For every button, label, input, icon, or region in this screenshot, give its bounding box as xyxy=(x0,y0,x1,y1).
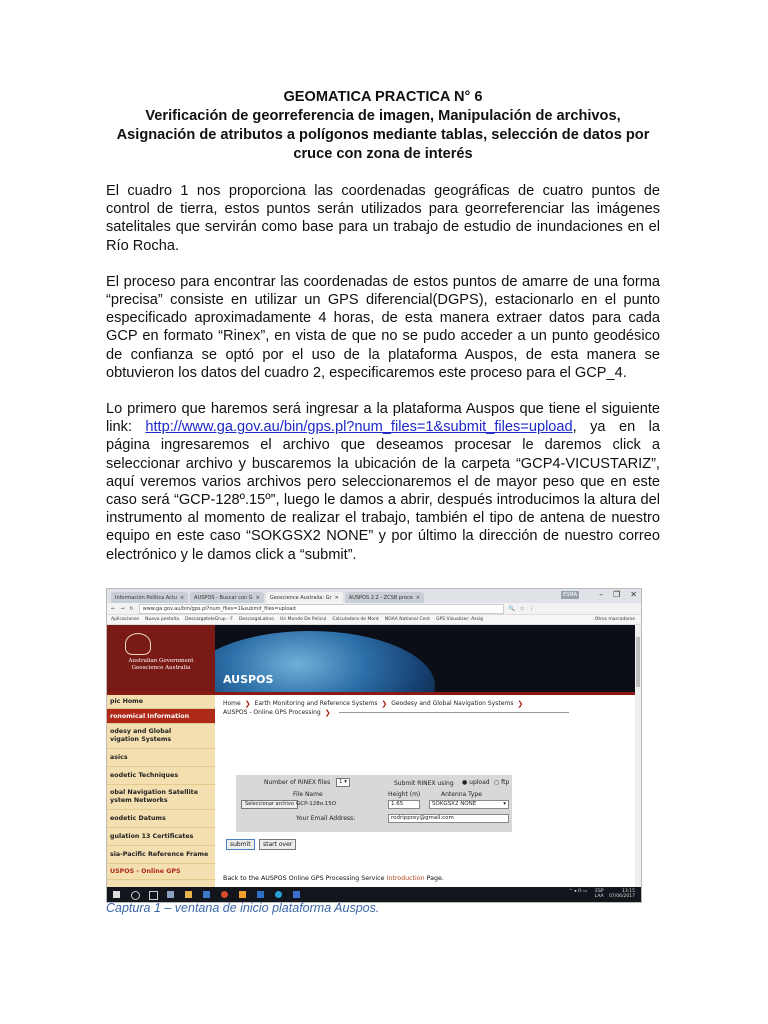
task-view-icon[interactable] xyxy=(149,891,158,900)
document-title xyxy=(106,88,660,164)
choose-file-button[interactable]: Seleccionar archivo xyxy=(241,800,298,809)
antenna-select[interactable]: SOKGSX2 NONE ▾ xyxy=(429,800,509,809)
chevron-right-icon: ❯ xyxy=(517,699,524,708)
sidebar-item[interactable]: odesy and Global vigation Systems xyxy=(107,724,215,749)
windows-taskbar xyxy=(107,887,641,902)
word-icon[interactable] xyxy=(257,891,264,898)
scrollbar-thumb[interactable] xyxy=(636,637,640,687)
auspos-link[interactable]: http://www.ga.gov.au/bin/gps.pl?num_files=1&submit_files=upload xyxy=(145,419,573,436)
paragraph-3 xyxy=(106,400,660,564)
submit-button[interactable]: submit xyxy=(226,839,255,850)
auspos-screenshot xyxy=(106,588,642,903)
bookmark-item[interactable]: NOAA National Cent xyxy=(384,617,431,622)
upload-radio[interactable]: ● upload xyxy=(462,779,490,786)
clock[interactable] xyxy=(609,889,635,899)
globe-icon[interactable] xyxy=(275,891,282,898)
sidebar-item[interactable]: eodetic Techniques xyxy=(107,767,215,785)
clock-date: 07/06/2017 xyxy=(609,894,635,899)
start-over-button[interactable]: start over xyxy=(259,839,296,850)
sidebar-item[interactable]: pic Home xyxy=(107,695,215,709)
breadcrumb-link[interactable]: Home xyxy=(223,700,241,707)
breadcrumb-current: AUSPOS - Online GPS Processing xyxy=(223,709,321,716)
document-body xyxy=(106,88,660,582)
chevron-right-icon: ❯ xyxy=(381,699,388,708)
bookmark-item[interactable]: GPS Vizualizer: Assig xyxy=(436,617,483,622)
chevron-right-icon: ❯ xyxy=(244,699,251,708)
reload-icon[interactable]: ↻ xyxy=(129,605,134,612)
sidebar-item[interactable]: obal Navigation Satellite ystem Networks xyxy=(107,785,215,810)
menu-icon[interactable]: ⋮ xyxy=(529,605,535,612)
minimize-icon[interactable]: – xyxy=(599,590,604,599)
breadcrumb-link[interactable]: Earth Monitoring and Reference Systems xyxy=(254,700,378,707)
browser-tab[interactable]: Información Política Actu × xyxy=(111,592,188,603)
star-icon[interactable]: ☆ xyxy=(519,605,525,612)
system-tray xyxy=(569,889,635,899)
email-label: Your Email Address: xyxy=(296,815,356,822)
sidebar-item[interactable]: gulation 13 Certificates xyxy=(107,828,215,846)
window-controls xyxy=(599,590,637,599)
windows-start-icon[interactable] xyxy=(113,891,120,898)
address-input[interactable]: www.ga.gov.au/bin/gps.pl?num_files=1&submit_files=upload xyxy=(139,604,504,614)
tray-icons[interactable]: ^ ◂ ☊ ▭ xyxy=(568,889,588,894)
bookmark-item[interactable]: Aplicaciones xyxy=(111,617,140,622)
email-input[interactable]: rodripprey@gmail.com xyxy=(388,814,509,823)
breadcrumb-rule xyxy=(339,712,569,713)
num-files-label: Number of RINEX files xyxy=(264,779,331,786)
paragraph-1: El cuadro 1 nos proporciona las coordenadas geográficas de cuatro puntos de control de tierra, estos puntos serán utilizados para georreferenciar las imágenes satelitales que servirán como base para un trabajo de estudio de inundaciones en el Río Rocha. xyxy=(106,183,660,254)
page-content xyxy=(107,625,635,887)
bookmark-item[interactable]: DescargateleGrup - F xyxy=(185,617,233,622)
height-input[interactable]: 1.65 xyxy=(388,800,420,809)
sidebar-item[interactable]: asics xyxy=(107,749,215,767)
dropdown-arrow-icon: ▾ xyxy=(503,801,506,807)
title-line-2: Verificación de georreferencia de imagen, Manipulación de archivos, xyxy=(145,108,621,124)
browser-tab[interactable]: AUSPOS 2.2 - ZCSB proce × xyxy=(345,592,424,603)
height-header: Height (m) xyxy=(388,791,421,798)
language-indicator[interactable]: ESP LAA xyxy=(594,889,604,899)
forward-arrow-icon[interactable]: → xyxy=(120,605,125,612)
clock-time: 13:15 xyxy=(622,889,635,894)
crest-icon xyxy=(125,633,151,655)
bookmark-item[interactable]: Calculadora de Mont xyxy=(332,617,379,622)
sidebar-item[interactable]: USPOS - Online GPS xyxy=(107,864,215,880)
sidebar-item[interactable]: sia-Pacific Reference Frame xyxy=(107,846,215,864)
sidebar-nav xyxy=(107,695,215,887)
browser-tab-active[interactable]: Geoscience Australia: Gr × xyxy=(266,592,343,603)
title-line-3: Asignación de atributos a polígonos mediante tablas, selección de datos por xyxy=(116,127,650,143)
chrome-icon[interactable] xyxy=(221,891,228,898)
upload-form xyxy=(236,775,512,832)
title-line-4: cruce con zona de interés xyxy=(293,146,473,162)
chevron-right-icon: ❯ xyxy=(324,708,331,717)
sidebar-item[interactable]: eodetic Datums xyxy=(107,810,215,828)
title-line-1: GEOMATICA PRACTICA N° 6 xyxy=(283,89,483,105)
gov-banner xyxy=(107,625,215,692)
bookmarks-bar xyxy=(107,615,641,625)
breadcrumb-link[interactable]: Geodesy and Global Navigation Systems xyxy=(391,700,514,707)
close-icon[interactable]: × xyxy=(255,594,260,601)
submit-using-label: Submit RINEX using xyxy=(394,780,454,787)
close-icon[interactable]: × xyxy=(179,594,185,601)
zoom-icon[interactable]: 🔍 xyxy=(508,605,515,612)
banner-title: AUSPOS xyxy=(223,673,274,686)
bookmark-item[interactable]: Nueva pestaña xyxy=(145,617,180,622)
gov-title: Australian Government Geoscience Australia xyxy=(128,658,194,671)
sidebar-item-active[interactable]: ronomical Information xyxy=(107,709,215,724)
folder-icon[interactable] xyxy=(185,891,192,898)
figure-caption: Captura 1 – ventana de inicio plataforma Auspos. xyxy=(106,901,380,915)
store-icon[interactable] xyxy=(167,891,174,898)
num-files-select[interactable]: 1 ▾ xyxy=(336,778,350,787)
user-profile-badge[interactable]: ESMA xyxy=(562,592,578,598)
back-link-line: Back to the AUSPOS Online GPS Processing Service Introduction Page. xyxy=(223,875,444,882)
paragraph-3-start: Lo primero que haremos será ingresar a la plataforma Auspos que tiene el siguiente link: xyxy=(106,401,660,436)
bookmark-item[interactable]: Un Mundo De Pelicul xyxy=(280,617,327,622)
browser-tab[interactable]: AUSPOS - Buscar con G × xyxy=(190,592,264,603)
search-icon[interactable] xyxy=(131,891,140,900)
selected-file-name: GCP-128o.15O xyxy=(296,801,337,807)
bookmark-item-other[interactable]: Otros marcadores xyxy=(594,617,635,622)
close-icon[interactable]: × xyxy=(334,594,339,601)
address-bar-row xyxy=(107,603,641,615)
earth-banner xyxy=(215,625,635,692)
breadcrumb xyxy=(223,699,631,717)
back-arrow-icon[interactable]: ← xyxy=(111,605,116,612)
maximize-icon[interactable]: ❐ xyxy=(613,590,621,599)
browser-tabbar xyxy=(107,589,641,603)
vlc-icon[interactable] xyxy=(239,891,246,898)
introduction-link[interactable]: Introduction xyxy=(386,875,425,882)
close-icon[interactable]: × xyxy=(415,594,421,601)
close-window-icon[interactable]: ✕ xyxy=(630,590,637,599)
paragraph-2: El proceso para encontrar las coordenadas de estos puntos de amarre de una forma “precisa” consiste en utilizar un GPS diferencial(DGPS), estacionarlo en el punto especificado aproximadamente 4 horas, de esta manera extraer datos para cada GCP en formato “Rinex”, en vista de que no se pudo acceder a un punto geodésico de confianza se optó por el uso de la plataforma Auspos, de esta manera se obtuvieron los datos del cuadro 2, especificaremos este proceso para el GCP_4. xyxy=(106,273,660,381)
paragraph-3-end: , ya en la página ingresaremos el archivo que deseamos procesar le daremos click a seleccionar archivo y buscaremos la ubicación de la carpeta “GCP4-VICUSTARIZ”, aquí veremos varios archivos pero seleccionaremos el de mayor peso que en este caso será “GCP-128º.15º”, luego le damos a abrir, después introducimos la altura del instrumento al momento de realizar el trabajo, también el tipo de antena de nuestro equipo en este caso “SOKGSX2 NONE” y por último la dirección de nuestro correo electrónico y le damos click a “submit”. xyxy=(106,419,660,563)
file-name-header: File Name xyxy=(293,791,323,798)
app-icon[interactable] xyxy=(293,891,300,898)
antenna-header: Antenna Type xyxy=(441,791,482,798)
mail-icon[interactable] xyxy=(203,891,210,898)
bookmark-item[interactable]: DescargaLatino xyxy=(238,617,275,622)
page-scrollbar[interactable] xyxy=(635,625,641,887)
ftp-radio[interactable]: ○ ftp xyxy=(494,779,510,786)
